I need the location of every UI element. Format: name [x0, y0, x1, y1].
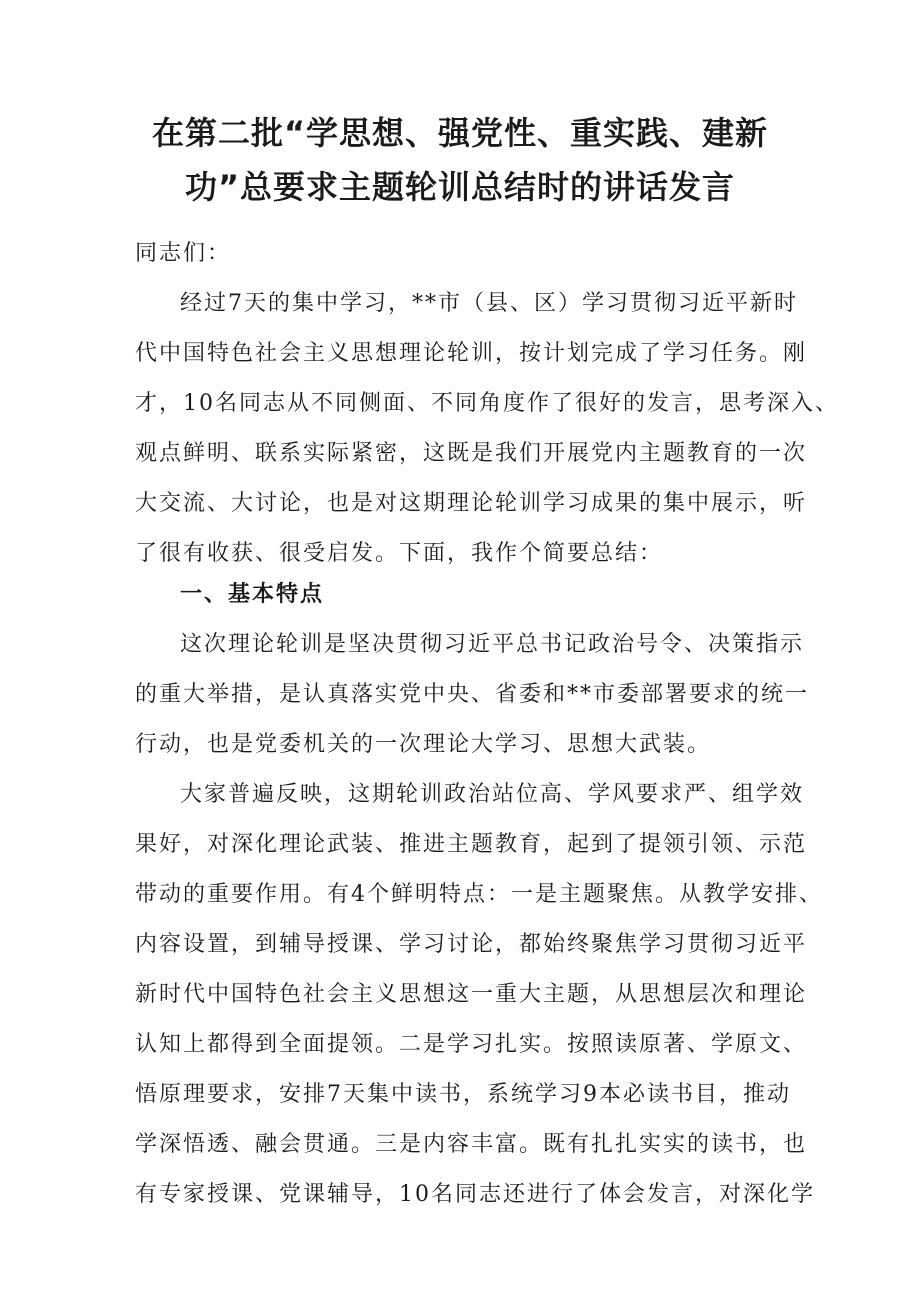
paragraph-1-line-3: 才，10名同志从不同侧面、不同角度作了很好的发言，思考深入、 [135, 391, 839, 416]
paragraph-3-line-7: 悟原理要求，安排7天集中读书，系统学习9本必读书目，推动 [135, 1082, 791, 1107]
paragraph-1-line-5: 大交流、大讨论，也是对这期理论轮训学习成果的集中展示，听 [135, 491, 808, 516]
document-title-line-2: 功”总要求主题轮训总结时的讲话发言 [184, 168, 736, 206]
section-heading-1: 一、基本特点 [180, 582, 325, 607]
paragraph-3-line-2: 果好，对深化理论武装、推进主题教育，起到了提领引领、示范 [135, 832, 808, 857]
paragraph-1-line-2: 代中国特色社会主义思想理论轮训，按计划完成了学习任务。刚 [135, 341, 808, 366]
paragraph-3-line-6: 认知上都得到全面提领。二是学习扎实。按照读原著、学原文、 [135, 1032, 808, 1057]
paragraph-1-line-6: 了很有收获、很受启发。下面，我作个简要总结： [135, 541, 664, 566]
paragraph-1-line-1: 经过7天的集中学习，**市（县、区）学习贯彻习近平新时 [180, 291, 798, 316]
paragraph-2-line-2: 的重大举措，是认真落实党中央、省委和**市委部署要求的统一 [135, 682, 810, 707]
paragraph-3-line-9: 有专家授课、党课辅导，10名同志还进行了体会发言，对深化学 [135, 1182, 815, 1207]
paragraph-3-line-1: 大家普遍反映，这期轮训政治站位高、学风要求严、组学效 [180, 782, 805, 807]
paragraph-3-line-3: 带动的重要作用。有4个鲜明特点：一是主题聚焦。从教学安排、 [135, 882, 823, 907]
document-title-line-1: 在第二批“学思想、强党性、重实践、建新 [151, 114, 769, 152]
paragraph-3-line-4: 内容设置，到辅导授课、学习讨论，都始终聚焦学习贯彻习近平 [135, 932, 808, 957]
paragraph-2-line-3: 行动，也是党委机关的一次理论大学习、思想大武装。 [135, 732, 712, 757]
paragraph-3-line-8: 学深悟透、融会贯通。三是内容丰富。既有扎扎实实的读书，也 [135, 1132, 808, 1157]
paragraph-3-line-5: 新时代中国特色社会主义思想这一重大主题，从思想层次和理论 [135, 982, 808, 1007]
salutation: 同志们： [135, 241, 232, 266]
paragraph-1-line-4: 观点鲜明、联系实际紧密，这既是我们开展党内主题教育的一次 [135, 441, 808, 466]
paragraph-2-line-1: 这次理论轮训是坚决贯彻习近平总书记政治号令、决策指示 [180, 632, 805, 657]
